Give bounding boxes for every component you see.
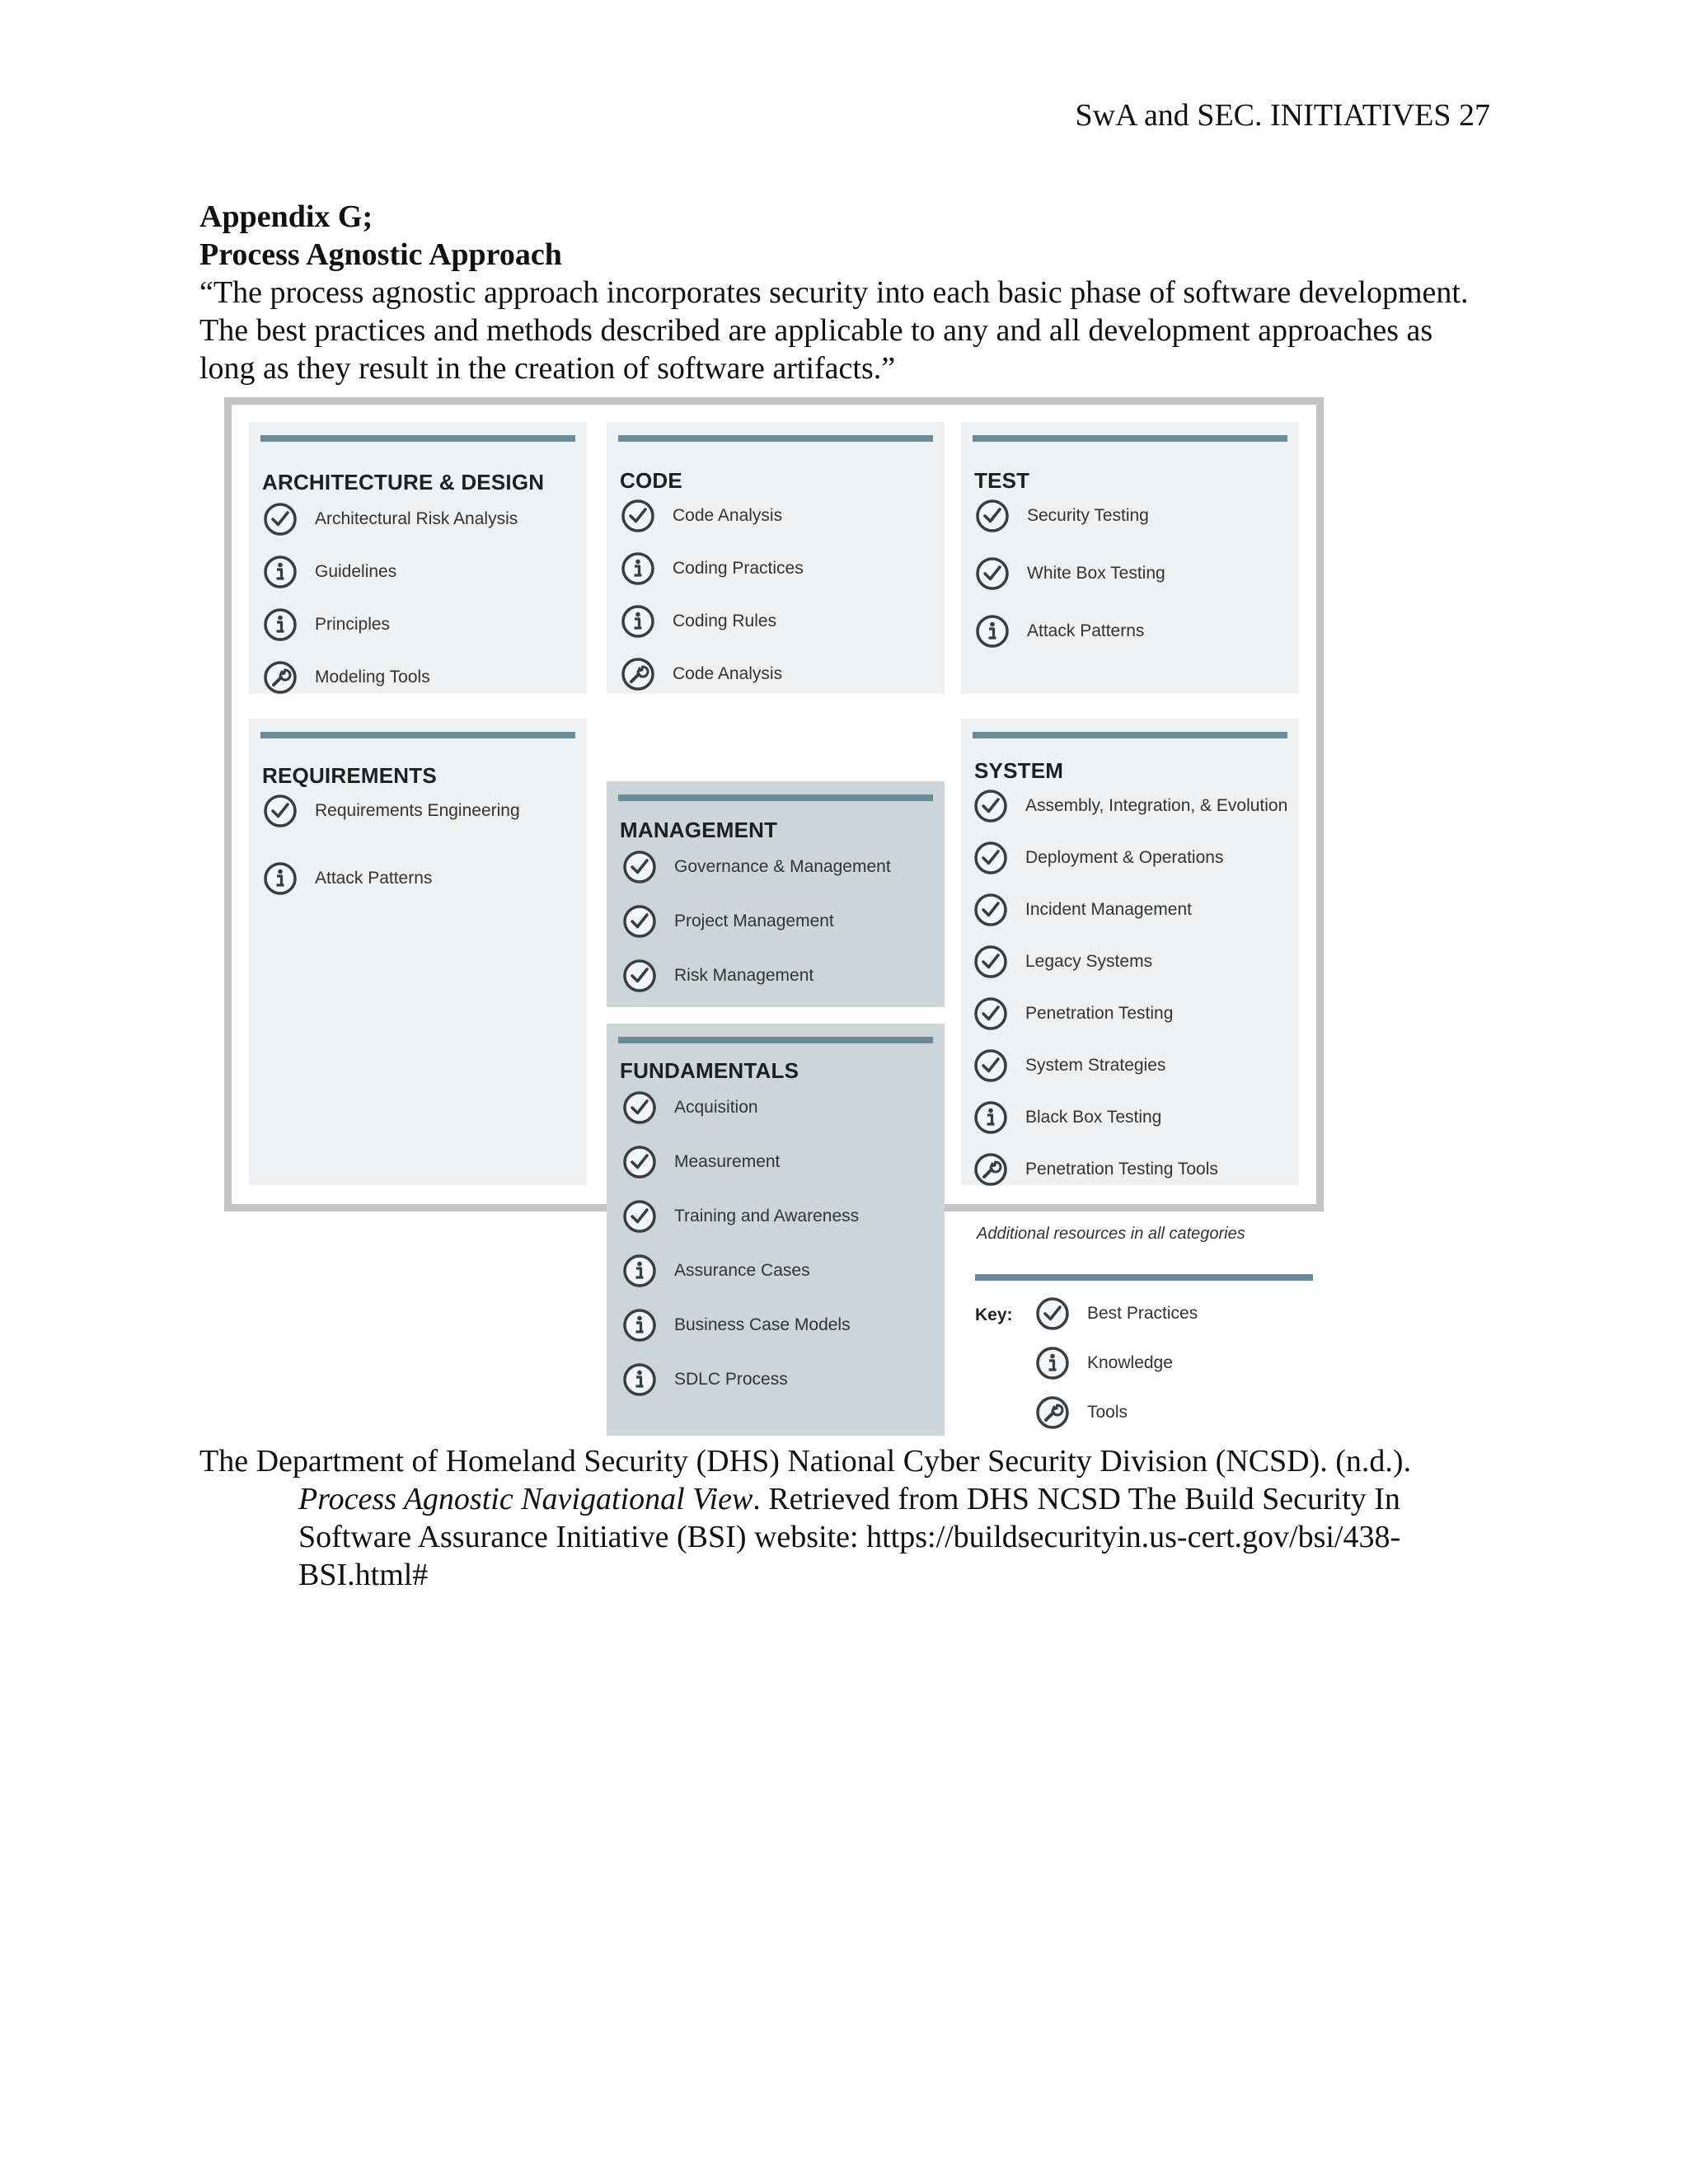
process-agnostic-diagram: [224, 397, 1324, 1437]
diagram-item-legacy-systems: [973, 944, 1152, 980]
reference-authors: The Department of Homeland Security (DHS) National Cyber Security Division (NCSD). (n.d.).: [199, 1444, 1412, 1479]
item-label: Governance & Management: [674, 857, 891, 876]
item-label: Penetration Testing: [1025, 1004, 1174, 1023]
item-label: Business Case Models: [674, 1315, 851, 1334]
item-label: Risk Management: [674, 966, 814, 985]
panel-bar: [973, 435, 1287, 442]
item-label: Code Analysis: [673, 664, 783, 683]
panel-system: [961, 719, 1299, 1185]
diagram-item-coding-rules: [620, 603, 776, 640]
item-label: Training and Awareness: [674, 1207, 860, 1226]
panel-title: SYSTEM: [974, 758, 1064, 783]
diagram-item-assurance-cases: [621, 1253, 810, 1289]
reference-citation: [199, 1442, 1502, 1594]
check-icon: [974, 498, 1010, 534]
info-icon: [262, 554, 298, 590]
item-label: Modeling Tools: [315, 668, 430, 687]
item-label: Best Practices: [1087, 1304, 1198, 1323]
diagram-item-white-box-testing: [974, 555, 1165, 592]
info-icon: [620, 551, 656, 587]
diagram-item-requirements-engineering: [262, 793, 520, 829]
diagram-item-modeling-tools: [262, 659, 430, 696]
diagram-item-principles: [262, 607, 390, 643]
check-icon: [262, 793, 298, 829]
item-label: Legacy Systems: [1025, 952, 1153, 971]
key-label: Key:: [975, 1305, 1013, 1324]
panel-bar: [973, 732, 1287, 738]
check-icon: [973, 840, 1009, 876]
appendix-quote: “The process agnostic approach incorporates security into each basic phase of software development. The best practices and methods described are applicable to any and all development approaches as long as they result in the creation of software artifacts.”: [199, 275, 1469, 386]
panel-requirements: [249, 719, 587, 1185]
check-icon: [621, 1144, 658, 1180]
diagram-item-business-case-models: [621, 1307, 851, 1343]
check-icon: [621, 958, 658, 994]
diagram-item-assembly-integration-and-evolution: [973, 788, 1287, 824]
diagram-item-security-testing: [974, 498, 1149, 534]
item-label: Tools: [1087, 1403, 1128, 1422]
info-icon: [621, 1253, 658, 1289]
diagram-item-incident-management: [973, 892, 1192, 928]
panel-code: [607, 422, 945, 694]
info-icon: [1034, 1345, 1071, 1381]
info-icon: [621, 1307, 658, 1343]
item-label: Principles: [315, 615, 391, 634]
wrench-icon: [1034, 1394, 1071, 1431]
item-label: Attack Patterns: [1027, 621, 1145, 640]
panel-title: MANAGEMENT: [620, 818, 778, 842]
item-label: Attack Patterns: [315, 869, 433, 888]
check-icon: [973, 788, 1009, 824]
panel-management: [607, 781, 945, 1007]
key-bar: [975, 1274, 1313, 1281]
wrench-icon: [620, 656, 656, 692]
item-label: Black Box Testing: [1025, 1108, 1162, 1127]
info-icon: [262, 860, 298, 897]
diagram-item-coding-practices: [620, 551, 804, 587]
diagram-item-project-management: [621, 903, 834, 940]
running-header: SwA and SEC. INITIATIVES 27: [1075, 98, 1490, 133]
item-label: Assembly, Integration, & Evolution: [1025, 796, 1288, 815]
check-icon: [621, 849, 658, 885]
check-icon: [973, 944, 1009, 980]
diagram-item-code-analysis: [620, 656, 782, 692]
key-item-tools: [1034, 1394, 1128, 1431]
panel-title: TEST: [974, 468, 1030, 493]
diagram-item-black-box-testing: [973, 1099, 1161, 1136]
item-label: System Strategies: [1025, 1056, 1166, 1075]
panel-bar: [618, 1037, 933, 1043]
panel-title: REQUIREMENTS: [262, 763, 437, 788]
panel-fundamentals: [607, 1024, 945, 1436]
item-label: Code Analysis: [673, 506, 783, 525]
panel-test: [961, 422, 1299, 694]
info-icon: [974, 613, 1010, 649]
key-item-knowledge: [1034, 1345, 1173, 1381]
diagram-item-measurement: [621, 1144, 780, 1180]
diagram-item-penetration-testing: [973, 996, 1173, 1032]
item-label: Security Testing: [1027, 506, 1149, 525]
wrench-icon: [973, 1151, 1009, 1188]
check-icon: [973, 892, 1009, 928]
check-icon: [620, 498, 656, 534]
diagram-item-risk-management: [621, 958, 814, 994]
check-icon: [262, 501, 298, 537]
diagram-item-training-and-awareness: [621, 1198, 859, 1235]
item-label: Incident Management: [1025, 900, 1192, 919]
panel-bar: [260, 732, 575, 738]
panel-bar: [618, 794, 933, 801]
panel-architecture-design: [249, 422, 587, 694]
item-label: White Box Testing: [1027, 564, 1165, 583]
item-label: Requirements Engineering: [315, 801, 520, 820]
diagram-item-architectural-risk-analysis: [262, 501, 518, 537]
check-icon: [973, 996, 1009, 1032]
check-icon: [621, 903, 658, 940]
info-icon: [973, 1099, 1009, 1136]
item-label: Coding Practices: [673, 559, 804, 578]
check-icon: [974, 555, 1010, 592]
diagram-item-guidelines: [262, 554, 396, 590]
item-label: Measurement: [674, 1152, 781, 1171]
diagram-item-penetration-testing-tools: [973, 1151, 1218, 1188]
additional-resources-note: Additional resources in all categories: [977, 1225, 1245, 1243]
key-item-best-practices: [1034, 1296, 1198, 1332]
item-label: Architectural Risk Analysis: [315, 509, 518, 528]
info-icon: [262, 607, 298, 643]
appendix-heading: [199, 198, 562, 274]
info-icon: [621, 1361, 658, 1398]
item-label: SDLC Process: [674, 1370, 788, 1389]
item-label: Project Management: [674, 912, 834, 930]
panel-title: FUNDAMENTALS: [620, 1058, 799, 1083]
item-label: Assurance Cases: [674, 1261, 810, 1280]
diagram-item-deployment-and-operations: [973, 840, 1223, 876]
item-label: Penetration Testing Tools: [1025, 1160, 1218, 1179]
diagram-item-sdlc-process: [621, 1361, 788, 1398]
appendix-title: Process Agnostic Approach: [199, 237, 562, 272]
diagram-item-attack-patterns: [974, 613, 1144, 649]
info-icon: [620, 603, 656, 640]
check-icon: [973, 1047, 1009, 1084]
diagram-item-governance-and-management: [621, 849, 891, 885]
item-label: Knowledge: [1087, 1353, 1173, 1372]
reference-retrieval: . Retrieved from DHS NCSD The Build Security In Software Assurance Initiative (BSI) website: https://buildsecurityin.us-cert.gov/bsi/438-BSI.html#: [298, 1482, 1401, 1592]
diagram-key: [975, 1274, 1313, 1431]
diagram-item-code-analysis: [620, 498, 782, 534]
panel-bar: [618, 435, 933, 442]
check-icon: [1034, 1296, 1071, 1332]
check-icon: [621, 1090, 658, 1126]
appendix-label: Appendix G;: [199, 199, 373, 234]
wrench-icon: [262, 659, 298, 696]
item-label: Coding Rules: [673, 612, 777, 630]
diagram-item-system-strategies: [973, 1047, 1165, 1084]
diagram-item-acquisition: [621, 1090, 758, 1126]
reference-title: Process Agnostic Navigational View: [298, 1482, 753, 1516]
item-label: Deployment & Operations: [1025, 848, 1224, 867]
diagram-item-attack-patterns: [262, 860, 432, 897]
item-label: Acquisition: [674, 1098, 758, 1117]
panel-bar: [260, 435, 575, 442]
panel-title: ARCHITECTURE & DESIGN: [262, 470, 545, 494]
item-label: Guidelines: [315, 562, 397, 581]
panel-title: CODE: [620, 468, 682, 493]
check-icon: [621, 1198, 658, 1235]
